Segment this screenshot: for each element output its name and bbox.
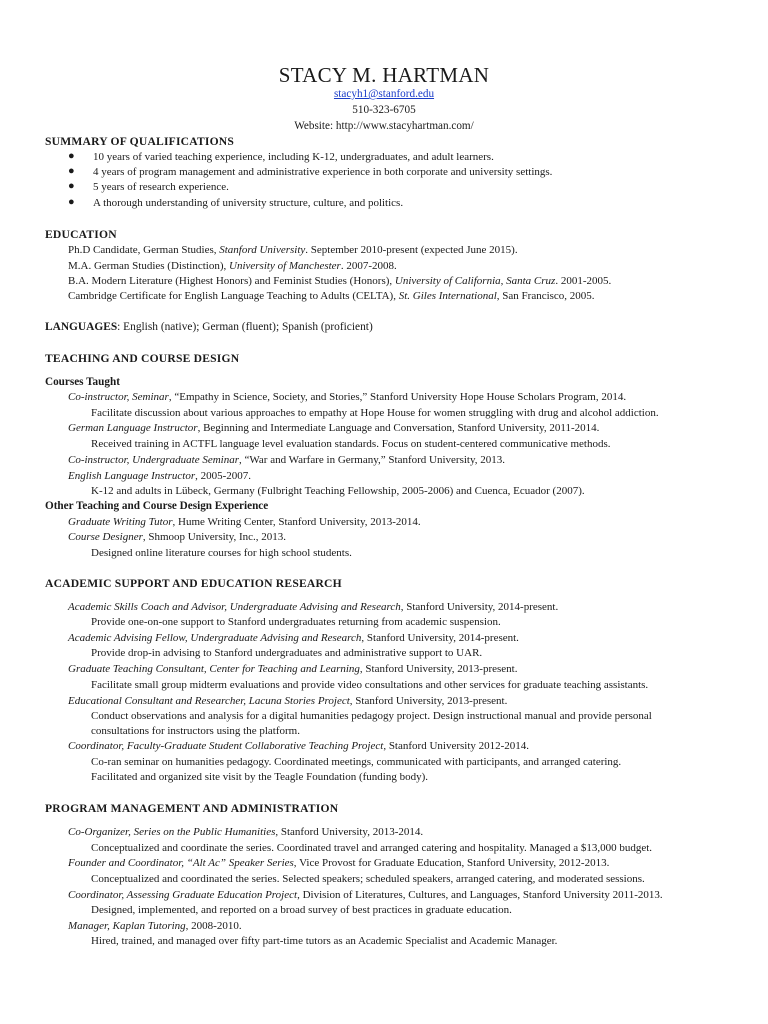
course-description: Received training in ACTFL language level evaluation standards. Focus on student-centered communicative methods. [91, 438, 611, 450]
course-description: K-12 and adults in Lübeck, Germany (Fulbright Teaching Fellowship, 2005-2006) and Cuenca, Ecuador (2007). [91, 485, 585, 497]
website-line: Website: http://www.stacyhartman.com/ [294, 120, 474, 132]
program-entry: Coordinator, Assessing Graduate Education Project, Division of Literatures, Cultures, and Languages, Stanford University 2011-2013. [68, 889, 663, 901]
languages-line: LANGUAGES: English (native); German (fluent); Spanish (proficient) [45, 321, 373, 333]
program-description: Conceptualized and coordinated the series. Selected speakers; scheduled speakers, arranged catering, and moderated sessions. [91, 873, 645, 885]
course-description: Facilitate discussion about various approaches to empathy at Hope House for women struggling with drug and alcohol addiction. [91, 407, 659, 419]
program-description: Hired, trained, and managed over fifty part-time tutors as an Academic Specialist and Academic Manager. [91, 935, 558, 947]
phone-line: 510-323-6705 [352, 104, 416, 116]
section-heading-teaching: TEACHING AND COURSE DESIGN [45, 352, 240, 365]
program-description: Conceptualized and coordinate the series. Coordinated travel and arranged catering and hospitality. Managed a $13,000 budget. [91, 842, 653, 854]
education-item: Ph.D Candidate, German Studies, Stanford University. September 2010-present (expected June 2015). [68, 244, 518, 256]
program-entry: Founder and Coordinator, “Alt Ac” Speaker Series, Vice Provost for Graduate Education, Stanford University, 2012-2013. [68, 857, 610, 869]
program-description: Designed, implemented, and reported on a broad survey of best practices in graduate education. [91, 904, 512, 916]
section-heading-education: EDUCATION [45, 228, 117, 241]
academic-entry: Academic Skills Coach and Advisor, Undergraduate Advising and Research, Stanford University, 2014-present. [68, 601, 559, 613]
academic-description: Conduct observations and analysis for a digital humanities pedagogy project. Design instructional manual and provide personal [91, 710, 652, 722]
other-teaching-description: Designed online literature courses for high school students. [91, 547, 352, 559]
course-entry: Co-instructor, Seminar, “Empathy in Science, Society, and Stories,” Stanford University Hope House Scholars Program, 2014. [68, 391, 627, 403]
academic-description: Facilitated and organized site visit by the Teagle Foundation (funding body). [91, 771, 429, 783]
subheading-other-teaching: Other Teaching and Course Design Experience [45, 500, 269, 512]
bullet-icon: ● [68, 196, 75, 208]
section-heading-academic-support: ACADEMIC SUPPORT AND EDUCATION RESEARCH [45, 577, 342, 590]
academic-description: Provide one-on-one support to Stanford undergraduates returning from academic suspension. [91, 616, 501, 628]
subheading-courses-taught: Courses Taught [45, 376, 120, 388]
other-teaching-entry: Graduate Writing Tutor, Hume Writing Center, Stanford University, 2013-2014. [68, 516, 421, 528]
email-link[interactable]: stacyh1@stanford.edu [333, 88, 435, 100]
course-entry: English Language Instructor, 2005-2007. [68, 470, 252, 482]
section-heading-summary: SUMMARY OF QUALIFICATIONS [45, 135, 235, 148]
education-item: B.A. Modern Literature (Highest Honors) and Feminist Studies (Honors), University of California, Santa Cruz. 2001-2005. [68, 275, 612, 287]
academic-entry: Graduate Teaching Consultant, Center for Teaching and Learning, Stanford University, 2013-present. [68, 663, 518, 675]
education-item: M.A. German Studies (Distinction), University of Manchester. 2007-2008. [68, 260, 397, 272]
course-entry: German Language Instructor, Beginning and Intermediate Language and Conversation, Stanford University, 2011-2014. [68, 422, 600, 434]
academic-description: Co-ran seminar on humanities pedagogy. Coordinated meetings, communicated with participants, and arranged catering. [91, 756, 622, 768]
course-entry: Co-instructor, Undergraduate Seminar, “War and Warfare in Germany,” Stanford University, 2013. [68, 454, 506, 466]
section-heading-program-management: PROGRAM MANAGEMENT AND ADMINISTRATION [45, 802, 339, 815]
email-line [0, 88, 768, 100]
resume-page: STACY M. HARTMAN stacyh1@stanford.edu 510-323-6705 Website: http://www.stacyhartman.com/ SUMMARY OF QUALIFICATIONS ● 10 years of varied teaching experience, including K-12, undergraduates, and adult learners. ● 4 years of program management and administrative experience in both corporate and university settings. ● 5 years of research experience. ● A thorough understanding of university structure, culture, and politics. EDUCATION Ph.D Candidate, German Studies, Stanford University. September 2010-present (expected June 2015). M.A. German Studies (Distinction), University of Manchester. 2007-2008. B.A. Modern Literature (Highest Honors) and Feminist Studies (Honors), University of California, Santa Cruz. 2001-2005. Cambridge Certificate for English Language Teaching to Adults (CELTA), St. Giles International, San Francisco, 2005. LANGUAGES: English (native); German (fluent); Spanish (proficient) TEACHING AND COURSE DESIGN Courses Taught Co-instructor, Seminar, “Empathy in Science, Society, and Stories,” Stanford University Hope House Scholars Program, 2014. Facilitate discussion about various approaches to empathy at Hope House for women struggling with drug and alcohol addiction. German Language Instructor, Beginning and Intermediate Language and Conversation, Stanford University, 2011-2014. Received training in ACTFL language level evaluation standards. Focus on student-centered communicative methods. Co-instructor, Undergraduate Seminar, “War and Warfare in Germany,” Stanford University, 2013. English Language Instructor, 2005-2007. K-12 and adults in Lübeck, Germany (Fulbright Teaching Fellowship, 2005-2006) and Cuenca, Ecuador (2007). Other Teaching and Course Design Experience Graduate Writing Tutor, Hume Writing Center, Stanford University, 2013-2014. Course Designer, Shmoop University, Inc., 2013. Designed online literature courses for high school students. ACADEMIC SUPPORT AND EDUCATION RESEARCH Academic Skills Coach and Advisor, Undergraduate Advising and Research, Stanford University, 2014-present. Provide one-on-one support to Stanford undergraduates returning from academic suspension. Academic Advising Fellow, Undergraduate Advising and Research, Stanford University, 2014-present. Provide drop-in advising to Stanford undergraduates and administrative support to UAR. Graduate Teaching Consultant, Center for Teaching and Learning, Stanford University, 2013-present. Facilitate small group midterm evaluations and provide video consultations and other services for graduate teaching assistants. Educational Consultant and Researcher, Lacuna Stories Project, Stanford University, 2013-present. Conduct observations and analysis for a digital humanities pedagogy project. Design instructional manual and provide personal consultations for instructors using the platform. Coordinator, Faculty-Graduate Student Collaborative Teaching Project, Stanford University 2012-2014. Co-ran seminar on humanities pedagogy. Coordinated meetings, communicated with participants, and arranged catering. Facilitated and organized site visit by the Teagle Foundation (funding body). PROGRAM MANAGEMENT AND ADMINISTRATION Co-Organizer, Series on the Public Humanities, Stanford University, 2013-2014. Conceptualized and coordinate the series. Coordinated travel and arranged catering and hospitality. Managed a $13,000 budget. Founder and Coordinator, “Alt Ac” Speaker Series, Vice Provost for Graduate Education, Stanford University, 2012-2013. Conceptualized and coordinated the series. Selected speakers; scheduled speakers, arranged catering, and moderated sessions. Coordinator, Assessing Graduate Education Project, Division of Literatures, Cultures, and Languages, Stanford University 2011-2013. Designed, implemented, and reported on a broad survey of best practices in graduate education. Manager, Kaplan Tutoring, 2008-2010. Hired, trained, and managed over fifty part-time tutors as an Academic Specialist and Academic Manager. [0, 0, 768, 1024]
academic-entry: Coordinator, Faculty-Graduate Student Collaborative Teaching Project, Stanford University 2012-2014. [68, 740, 530, 752]
education-item: Cambridge Certificate for English Language Teaching to Adults (CELTA), St. Giles International, San Francisco, 2005. [68, 290, 595, 302]
bullet-icon: ● [68, 150, 75, 162]
academic-description: Facilitate small group midterm evaluations and provide video consultations and other services for graduate teaching assistants. [91, 679, 649, 691]
academic-entry: Academic Advising Fellow, Undergraduate Advising and Research, Stanford University, 2014-present. [68, 632, 519, 644]
academic-description: consultations for instructors using the platform. [91, 725, 300, 737]
program-entry: Manager, Kaplan Tutoring, 2008-2010. [68, 920, 242, 932]
program-entry: Co-Organizer, Series on the Public Humanities, Stanford University, 2013-2014. [68, 826, 424, 838]
resume-name: STACY M. HARTMAN [278, 63, 490, 87]
bullet-icon: ● [68, 180, 75, 192]
academic-description: Provide drop-in advising to Stanford undergraduates and administrative support to UAR. [91, 647, 483, 659]
languages-label: LANGUAGES [45, 321, 118, 333]
academic-entry: Educational Consultant and Researcher, Lacuna Stories Project, Stanford University, 2013-present. [68, 695, 508, 707]
other-teaching-entry: Course Designer, Shmoop University, Inc., 2013. [68, 531, 287, 543]
bullet-icon: ● [68, 165, 75, 177]
